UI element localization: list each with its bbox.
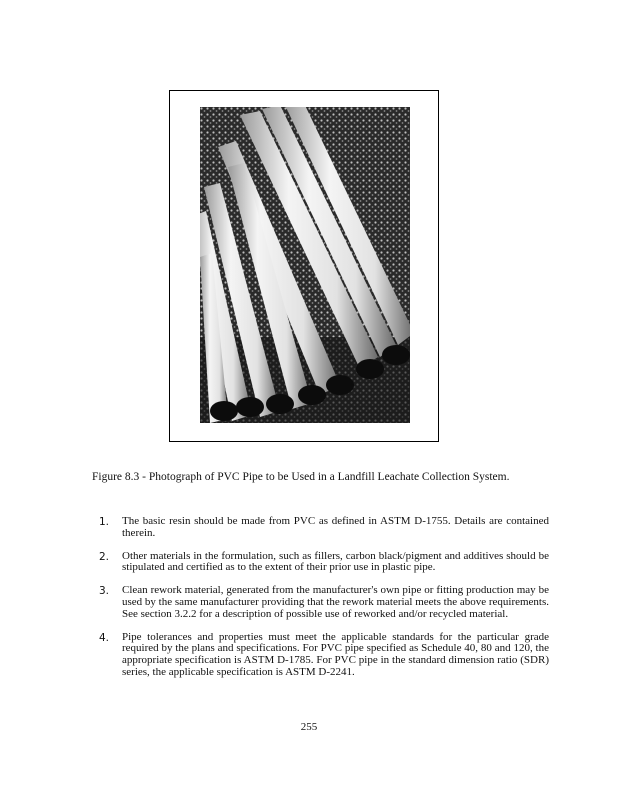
list-item [99,632,549,679]
item-number: 3. [99,585,110,598]
list-item [99,516,549,540]
item-number: 2. [99,550,110,563]
item-text: Pipe tolerances and properties must meet the applicable standards for the particular grade required by the plans and specifications. For PVC pipe specified as Schedule 40, 80 and 120, the appropriate specification is ASTM D-1785. For PVC pipe in the standard dimension ratio (SDR) series, the applicable specification is ASTM D-2241. [122,630,549,678]
figure-frame [169,90,439,442]
pvc-pipe-photo [200,107,410,423]
item-text: Clean rework material, generated from the manufacturer's own pipe or fitting production may be used by the same manufacturer providing that the rework material meets the above requirements. See section 3.2.2 for a description of possible use of reworked and/or recycled material. [122,584,550,620]
item-number: 1. [99,516,110,528]
page-number: 255 [300,721,318,733]
item-text: The basic resin should be made from PVC as defined in ASTM D-1755. Details are contained therein. [122,515,549,539]
pvc-pipe-photo-graphic [200,107,410,423]
item-number: 4. [99,631,110,644]
requirements-list [99,516,549,690]
list-item [99,551,549,575]
item-text: Other materials in the formulation, such as fillers, carbon black/pigment and additives should be stipulated and certified as to the extent of their prior use in plastic pipe. [122,549,549,574]
figure-caption: Figure 8.3 - Photograph of PVC Pipe to be Used in a Landfill Leachate Collection System. [92,471,510,483]
list-item [99,585,549,620]
